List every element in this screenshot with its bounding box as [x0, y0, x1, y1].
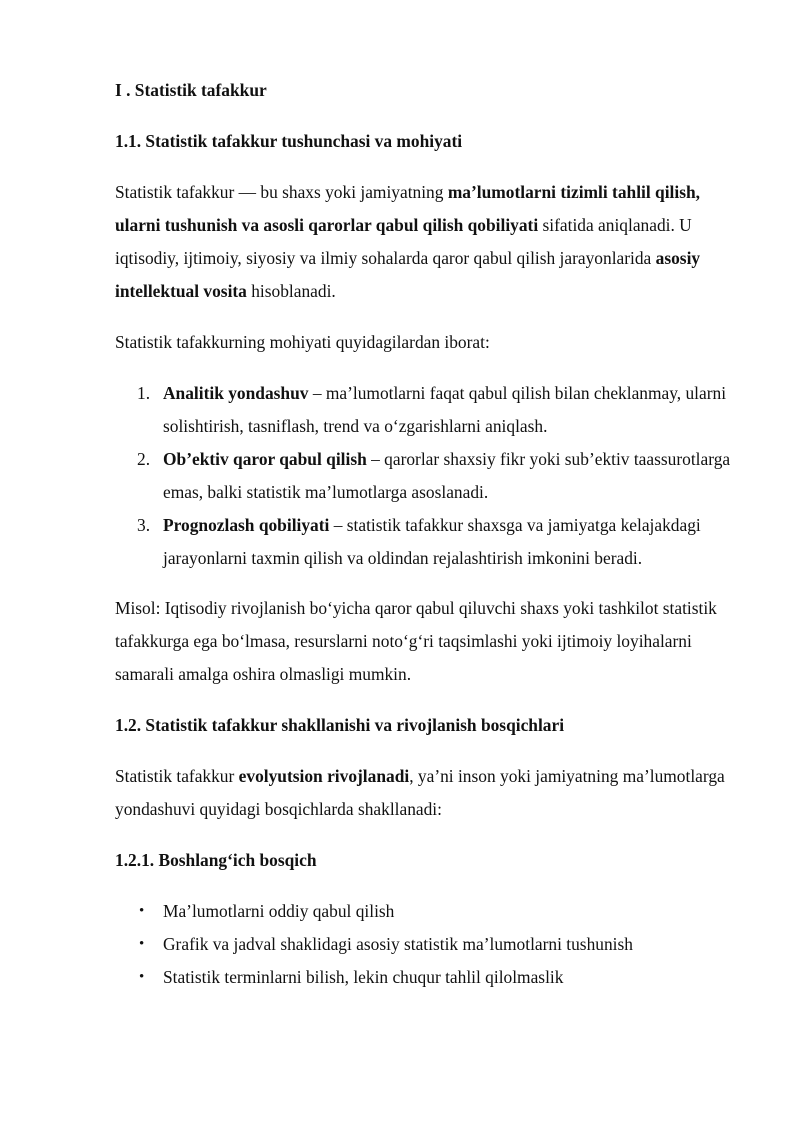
text-run: sifatida aniqlanadi. U iqtisodiy, ijtimoiy, siyosiy va ilmiy sohalarda qaror qabul qilish jarayonlarida — [115, 215, 692, 268]
text-run: Statistik tafakkur — bu shaxs yoki jamiyatning — [115, 182, 448, 202]
text-run: Grafik va jadval shaklidagi asosiy statistik ma’lumotlarni tushunish — [163, 934, 633, 954]
bold-run: asosiy intellektual vosita — [115, 248, 701, 301]
list-item — [115, 443, 734, 509]
example-paragraph: Misol: Iqtisodiy rivojlanish bo‘yicha qaror qabul qiluvchi shaxs yoki tashkilot statistik tafakkurga ega bo‘lmasa, resurslarni noto‘g‘ri taqsimlashi yoki ijtimoiy loyihalarni samarali amalga oshira olmasligi mumkin. — [115, 598, 717, 684]
text-run: Statistik terminlarni bilish, lekin chuqur tahlil qilolmaslik — [163, 967, 564, 987]
list-item — [115, 961, 734, 994]
bullet-icon: • — [139, 903, 145, 919]
list-number: 1. — [137, 383, 151, 403]
list-item — [115, 928, 734, 961]
bold-run: Ob’ektiv qaror qabul qilish — [163, 449, 367, 469]
bullet-icon: • — [139, 969, 145, 985]
bold-run: evolyutsion rivojlanadi — [238, 766, 410, 786]
list-item — [115, 895, 734, 928]
text-run: Ma’lumotlarni oddiy qabul qilish — [163, 901, 395, 921]
essence-numbered-list — [115, 377, 734, 575]
section-heading-1-1: 1.1. Statistik tafakkur tushunchasi va mohiyati — [115, 131, 463, 151]
bold-run: ma’lumotlarni tizimli tahlil qilish, ularni tushunish va asosli qarorlar qabul qilish qobiliyati — [115, 182, 700, 235]
text-run: Statistik tafakkur — [115, 766, 239, 786]
definition-paragraph — [115, 176, 734, 308]
list-item — [115, 509, 734, 575]
bullet-icon: • — [139, 936, 145, 952]
text-run: – statistik tafakkur shaxsga va jamiyatga kelajakdagi jarayonlarni taxmin qilish va oldindan rejalashtirish imkonini beradi. — [163, 515, 701, 568]
text-run: hisoblanadi. — [246, 281, 336, 301]
text-run: , ya’ni inson yoki jamiyatning ma’lumotlarga yondashuvi quyidagi bosqichlarda shakllanadi: — [115, 766, 725, 819]
section-heading-1-2: 1.2. Statistik tafakkur shakllanishi va rivojlanish bosqichlari — [115, 715, 565, 735]
list-item — [115, 377, 734, 443]
list-number: 3. — [137, 515, 151, 535]
bold-run: Analitik yondashuv — [163, 383, 309, 403]
evolution-paragraph — [115, 760, 734, 826]
text-run: – qarorlar shaxsiy fikr yoki sub’ektiv taassurotlarga emas, balki statistik ma’lumotlarga asoslanadi. — [163, 449, 731, 502]
chapter-heading: I . Statistik tafakkur — [115, 80, 267, 100]
essence-intro-paragraph: Statistik tafakkurning mohiyati quyidagilardan iborat: — [115, 332, 490, 352]
list-number: 2. — [137, 449, 151, 469]
subsection-heading-1-2-1: 1.2.1. Boshlang‘ich bosqich — [115, 850, 317, 870]
bold-run: Prognozlash qobiliyati — [163, 515, 330, 535]
stage-bullet-list — [115, 895, 734, 994]
text-run: – ma’lumotlarni faqat qabul qilish bilan cheklanmay, ularni solishtirish, tasniflash, trend va o‘zgarishlarni aniqlash. — [163, 383, 727, 436]
